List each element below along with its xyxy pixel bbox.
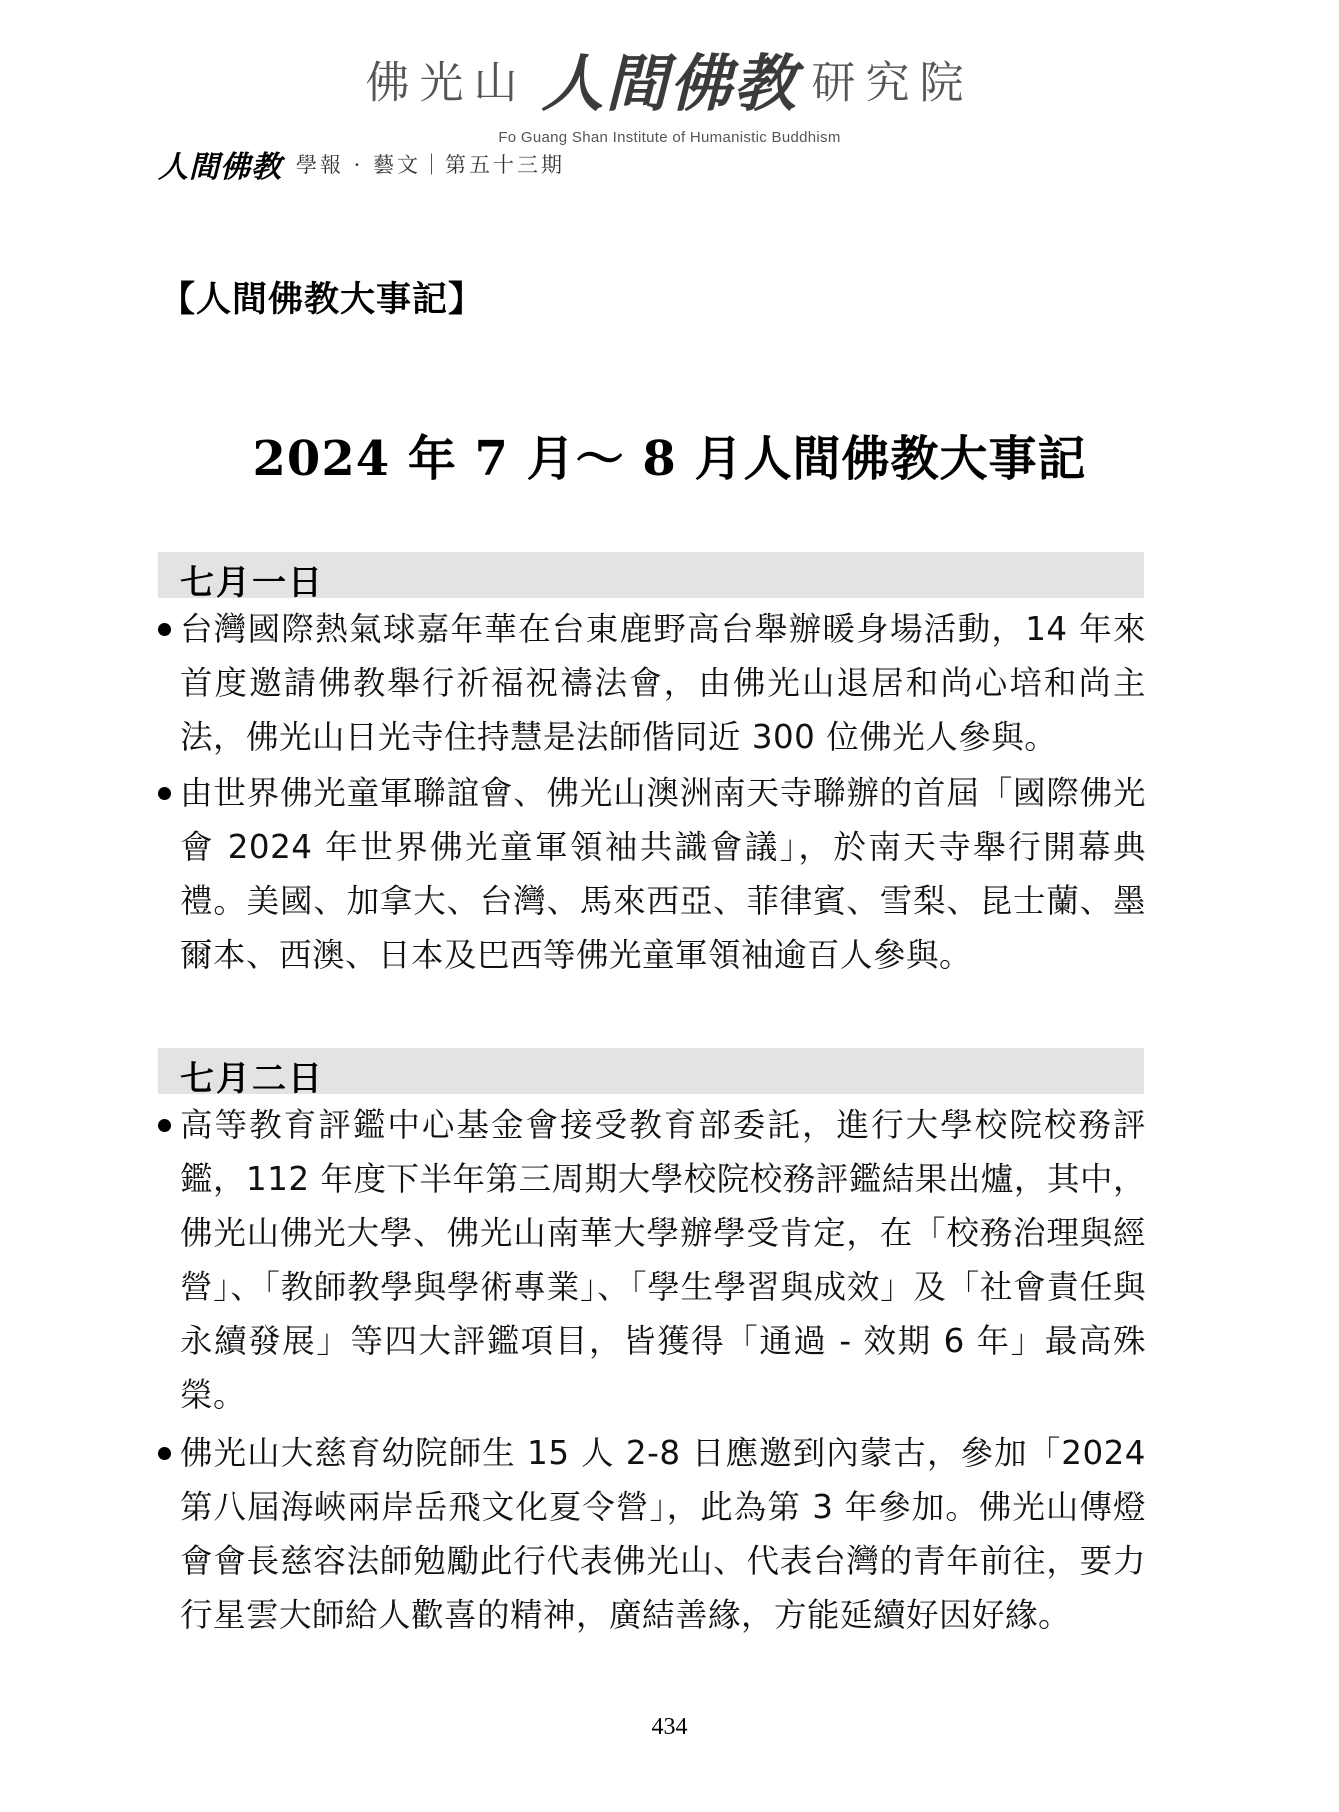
list-item-text: 台灣國際熱氣球嘉年華在台東鹿野高台舉辦暖身場活動，14 年來首度邀請佛教舉行祈福祝禱法會，由佛光山退居和尚心培和尚主法，佛光山日光寺住持慧是法師偕同近 300 位佛光人參與。: [180, 610, 1146, 756]
journal-running-header: [158, 142, 565, 186]
journal-issue-text: 學報 · 藝文｜第五十三期: [296, 153, 566, 177]
institute-logo: [365, 34, 973, 123]
list-item-text: 高等教育評鑑中心基金會接受教育部委託，進行大學校院校務評鑑，112 年度下半年第三周期大學校院校務評鑑結果出爐，其中，佛光山佛光大學、佛光山南華大學辦學受肯定，在「校務治理與經營」、「教師教學與學術專業」、「學生學習與成效」及「社會責任與永續發展」等四大評鑑項目，皆獲得「通過 - 效期 6 年」最高殊榮。: [180, 1106, 1146, 1414]
bullet-icon: [158, 1119, 171, 1132]
list-item-text: 佛光山大慈育幼院師生 15 人 2-8 日應邀到內蒙古，參加「2024 第八屆海峽兩岸岳飛文化夏令營」，此為第 3 年參加。佛光山傳燈會會長慈容法師勉勵此行代表佛光山、代表台灣的青年前往，要力行星雲大師給人歡喜的精神，廣結善緣，方能延續好因好緣。: [180, 1434, 1146, 1634]
page-number: 434: [651, 1714, 688, 1740]
bullet-icon: [158, 623, 171, 636]
journal-brand-calligraphy: 人間佛教: [158, 150, 282, 185]
institute-brand-calligraphy: 人間佛教: [541, 47, 798, 120]
page-title: 2024 年 7 月～ 8 月人間佛教大事記: [252, 431, 1087, 487]
institute-header: [0, 34, 1339, 146]
day-date-label: 七月一日: [180, 563, 324, 603]
day-date-label: 七月二日: [180, 1059, 324, 1099]
list-item-text: 由世界佛光童軍聯誼會、佛光山澳洲南天寺聯辦的首屆「國際佛光會 2024 年世界佛光童軍領袖共識會議」，於南天寺舉行開幕典禮。美國、加拿大、台灣、馬來西亞、菲律賓、雪梨、昆士蘭、墨爾本、西澳、日本及巴西等佛光童軍領袖逾百人參與。: [180, 774, 1146, 974]
bullet-icon: [158, 1447, 171, 1460]
bullet-icon: [158, 787, 171, 800]
list-item: [158, 1098, 1146, 1422]
institute-english-name: Fo Guang Shan Institute of Humanistic Buddhism: [498, 129, 841, 146]
list-item: [158, 1426, 1146, 1642]
list-item: [158, 766, 1146, 982]
list-item: [158, 602, 1146, 764]
section-label: 【人間佛教大事記】: [160, 280, 485, 320]
institute-name-right: 研究院: [811, 57, 974, 109]
day-header: [158, 552, 1144, 603]
day-header: [158, 1048, 1144, 1099]
institute-name-left: 佛光山: [365, 57, 528, 109]
